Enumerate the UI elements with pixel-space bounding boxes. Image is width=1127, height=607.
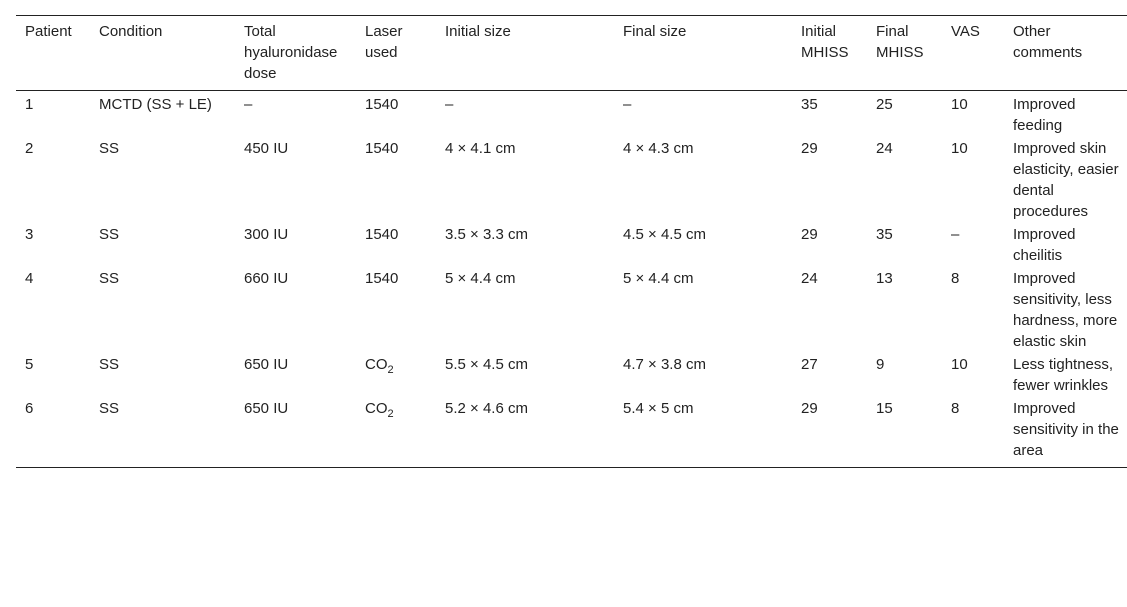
cell-comments: Improved cheilitis [1013, 226, 1076, 264]
cell-vas: 10 [951, 96, 968, 113]
cell-initial-mhiss: 29 [801, 140, 818, 157]
table-row [16, 223, 1127, 267]
header-condition: Condition [90, 16, 235, 91]
cell-patient: 2 [25, 140, 34, 157]
table-body [16, 91, 1127, 468]
cell-laser [356, 223, 436, 267]
cell-initial-size: 5.5 × 4.5 cm [445, 356, 528, 373]
cell-dose: 650 IU [244, 356, 289, 373]
laser-text: CO [365, 356, 388, 373]
cell-initial-mhiss: 27 [801, 356, 818, 373]
cell-initial-size: – [445, 96, 454, 113]
cell-condition: SS [99, 140, 120, 157]
cell-laser [356, 137, 436, 223]
cell-final-size: 4.5 × 4.5 cm [623, 226, 706, 243]
laser-text: 1540 [365, 270, 399, 287]
header-initial-size: Initial size [436, 16, 614, 91]
cell-final-size: 4.7 × 3.8 cm [623, 356, 706, 373]
patient-table [16, 15, 1127, 468]
laser-text: 1540 [365, 226, 399, 243]
cell-initial-mhiss: 35 [801, 96, 818, 113]
cell-final-mhiss: 13 [876, 270, 893, 287]
cell-laser [356, 91, 436, 138]
cell-patient: 4 [25, 270, 34, 287]
cell-laser [356, 267, 436, 353]
cell-initial-mhiss: 29 [792, 397, 867, 468]
cell-comments: Improved feeding [1013, 96, 1076, 134]
cell-laser [356, 353, 436, 397]
cell-initial-mhiss: 29 [801, 226, 818, 243]
table-container [16, 15, 1127, 468]
cell-dose: 450 IU [244, 140, 289, 157]
cell-vas: 8 [951, 270, 960, 287]
header-final-size: Final size [614, 16, 792, 91]
header-comments: Other comments [1004, 16, 1127, 91]
laser-subscript: 2 [387, 364, 394, 376]
cell-patient: 3 [25, 226, 34, 243]
cell-comments: Improved skin elasticity, easier dental procedures [1013, 140, 1119, 220]
cell-patient: 1 [25, 96, 34, 113]
cell-condition: SS [99, 356, 120, 373]
header-laser: Laser used [356, 16, 436, 91]
cell-initial-mhiss: 24 [801, 270, 818, 287]
cell-comments: Improved sensitivity, less hardness, more elastic skin [1013, 270, 1118, 350]
cell-comments: Improved sensitivity in the area [1004, 397, 1127, 468]
laser-text: 1540 [365, 140, 399, 157]
cell-condition: SS [90, 397, 235, 468]
cell-condition: SS [99, 270, 120, 287]
header-patient: Patient [16, 16, 90, 91]
cell-dose: 650 IU [235, 397, 356, 468]
header-dose: Total hyaluronidase dose [235, 16, 356, 91]
header-final-mhiss: Final MHISS [867, 16, 942, 91]
cell-vas: 10 [951, 140, 968, 157]
cell-final-size: 5 × 4.4 cm [623, 270, 694, 287]
header-initial-mhiss: Initial MHISS [792, 16, 867, 91]
cell-final-size: 4 × 4.3 cm [623, 140, 694, 157]
cell-patient: 6 [16, 397, 90, 468]
cell-final-size: – [623, 96, 632, 113]
cell-final-mhiss: 24 [876, 140, 893, 157]
table-row [16, 137, 1127, 223]
table-row [16, 91, 1127, 138]
table-row [16, 267, 1127, 353]
cell-dose: 660 IU [244, 270, 289, 287]
cell-initial-size: 4 × 4.1 cm [445, 140, 516, 157]
table-row [16, 397, 1127, 468]
cell-condition: MCTD (SS + LE) [99, 96, 212, 113]
cell-condition: SS [99, 226, 120, 243]
laser-text: 1540 [365, 96, 399, 113]
cell-dose: 300 IU [244, 226, 289, 243]
cell-initial-size: 5.2 × 4.6 cm [436, 397, 614, 468]
laser-text: CO [365, 400, 388, 417]
cell-laser [356, 397, 436, 468]
cell-final-mhiss: 35 [876, 226, 893, 243]
header-vas: VAS [942, 16, 1004, 91]
cell-comments: Less tightness, fewer wrinkles [1013, 356, 1114, 394]
cell-initial-size: 5 × 4.4 cm [445, 270, 516, 287]
cell-final-mhiss: 15 [867, 397, 942, 468]
cell-final-size: 5.4 × 5 cm [614, 397, 792, 468]
cell-final-mhiss: 25 [876, 96, 893, 113]
cell-vas: 8 [942, 397, 1004, 468]
cell-vas: 10 [951, 356, 968, 373]
cell-dose: – [244, 96, 253, 113]
cell-final-mhiss: 9 [876, 356, 885, 373]
cell-patient: 5 [25, 356, 34, 373]
laser-subscript: 2 [387, 408, 394, 420]
table-header [16, 16, 1127, 91]
table-row [16, 353, 1127, 397]
header-row [16, 16, 1127, 91]
cell-vas: – [951, 226, 960, 243]
cell-initial-size: 3.5 × 3.3 cm [445, 226, 528, 243]
